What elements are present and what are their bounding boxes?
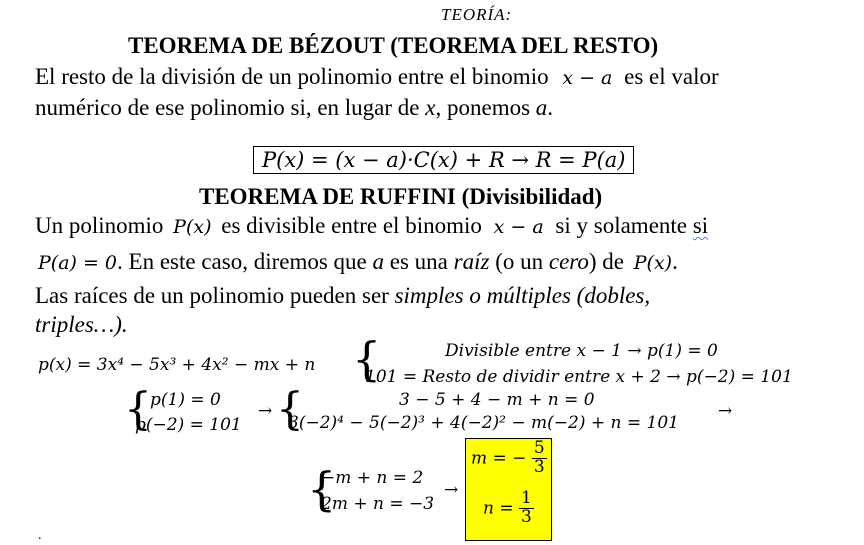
- system-1-eq-1: p(1) = 0: [150, 390, 221, 410]
- variable-a: a: [372, 249, 385, 274]
- left-brace: {: [352, 332, 382, 386]
- bezout-text: es el valor: [624, 64, 719, 89]
- bezout-line-1: [35, 64, 719, 90]
- arrow-icon: →: [258, 401, 273, 421]
- bezout-title: TEOREMA DE BÉZOUT (TEOREMA DEL RESTO): [128, 33, 659, 58]
- polynomial-definition: p(x) = 3x⁴ − 5x³ + 4x² − mx + n: [38, 355, 316, 375]
- bezout-formula-box: P(x) = (x − a)·C(x) + R → R = P(a): [253, 146, 634, 174]
- ruffini-italic: simples o múltiples (dobles,: [394, 283, 651, 308]
- system-3-eq-1: −m + n = 2: [321, 468, 424, 488]
- spellcheck-word: si: [692, 213, 709, 238]
- variable-a: a: [535, 95, 548, 120]
- ruffini-text: si y solamente: [555, 213, 688, 238]
- section-label: TEORÍA:: [441, 5, 513, 24]
- ruffini-text: . En este caso, diremos que: [117, 249, 367, 274]
- ruffini-text: ) de: [588, 249, 624, 274]
- solution-n-label: n =: [483, 498, 514, 519]
- system-2-eq-1: 3 − 5 + 4 − m + n = 0: [399, 390, 595, 410]
- ruffini-text: es una: [389, 249, 448, 274]
- ruffini-text: .: [672, 249, 678, 274]
- solution-m-label: m = −: [471, 448, 527, 469]
- pa-equals-zero: P(a) = 0: [38, 252, 118, 274]
- fraction-numerator: 5: [533, 438, 545, 458]
- ruffini-line-1: [35, 213, 708, 239]
- ruffini-text: Las raíces de un polinomio pueden ser: [35, 283, 389, 308]
- bezout-text: .: [547, 95, 554, 120]
- ruffini-title: TEOREMA DE RUFFINI (Divisibilidad): [199, 184, 603, 209]
- arrow-icon: →: [718, 401, 733, 421]
- variable-x: x: [425, 95, 436, 120]
- fraction-m: [532, 440, 547, 477]
- ruffini-text: (o un: [495, 249, 544, 274]
- ruffini-text: Un polinomio: [35, 213, 164, 238]
- fraction-n: [519, 490, 534, 527]
- fraction-numerator: 1: [521, 488, 532, 508]
- left-brace: {: [307, 462, 337, 516]
- bezout-line-2: [35, 95, 553, 121]
- binomial: x − a: [562, 67, 613, 89]
- condition-1: Divisible entre x − 1 → p(1) = 0: [445, 341, 718, 361]
- left-brace: {: [276, 384, 304, 435]
- bezout-text: , ponemos: [435, 95, 531, 120]
- trailing-dot: .: [38, 528, 42, 543]
- system-1-eq-2: p(−2) = 101: [135, 415, 242, 435]
- bezout-text: El resto de la división de un polinomio entre el binomio: [35, 64, 549, 89]
- ruffini-text: es divisible entre el binomio: [221, 213, 482, 238]
- fraction-denominator: 3: [521, 506, 532, 527]
- left-brace: {: [124, 384, 152, 435]
- binomial: x − a: [493, 216, 544, 238]
- arrow-icon: →: [444, 480, 459, 500]
- ruffini-line-4: triples…).: [35, 312, 128, 337]
- fraction-denominator: 3: [533, 456, 545, 477]
- term-raiz: raíz: [453, 249, 490, 274]
- solution-m: [471, 440, 547, 477]
- polynomial-px: P(x): [633, 252, 673, 274]
- term-cero: cero: [548, 249, 589, 274]
- bezout-text: numérico de ese polinomio si, en lugar de: [35, 95, 420, 120]
- system-3-eq-2: 2m + n = −3: [321, 494, 435, 514]
- ruffini-line-3: [35, 283, 650, 309]
- condition-2: 101 = Resto de dividir entre x + 2 → p(−2) = 101: [365, 367, 793, 387]
- solution-n: [483, 490, 534, 527]
- system-2-eq-2: 3(−2)⁴ − 5(−2)³ + 4(−2)² − m(−2) + n = 101: [288, 413, 679, 433]
- ruffini-line-2: [38, 249, 678, 275]
- polynomial-px: P(x): [173, 216, 212, 238]
